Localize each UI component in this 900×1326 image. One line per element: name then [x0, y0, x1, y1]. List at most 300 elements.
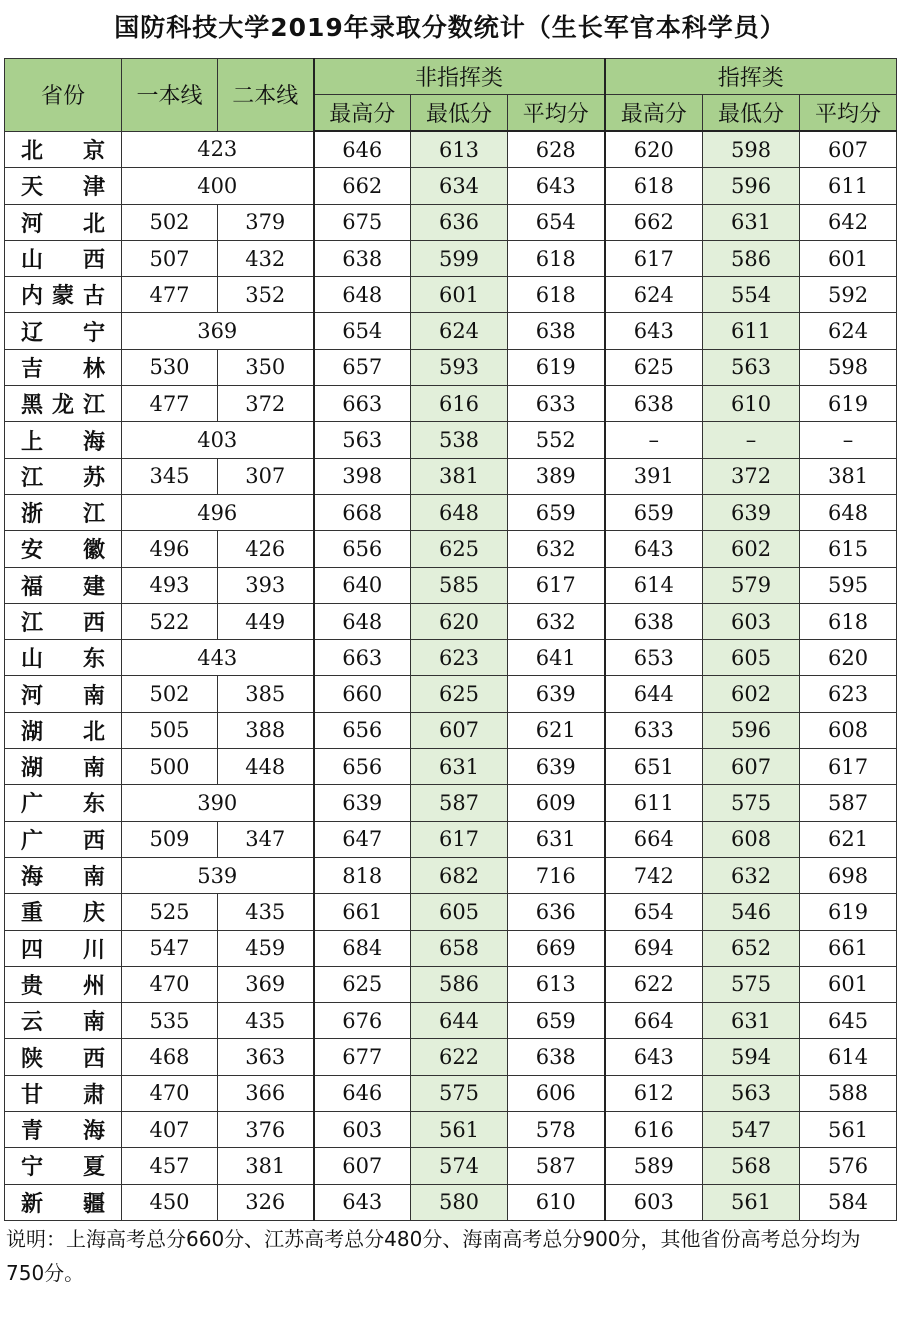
c-min-cell: 632 [703, 857, 800, 893]
line1-cell: 477 [122, 277, 218, 313]
province-cell: 山西 [5, 240, 122, 276]
line1-cell: 500 [122, 749, 218, 785]
nc-min-cell: 617 [411, 821, 508, 857]
c-avg-cell: 576 [800, 1148, 897, 1184]
nc-avg-cell: 618 [508, 240, 605, 276]
nc-min-cell: 605 [411, 894, 508, 930]
c-min-cell: 611 [703, 313, 800, 349]
c-avg-cell: 620 [800, 640, 897, 676]
line1-cell: 493 [122, 567, 218, 603]
nc-avg-cell: 621 [508, 712, 605, 748]
nc-min-cell: 625 [411, 676, 508, 712]
nc-min-cell: 682 [411, 857, 508, 893]
c-max-cell: 638 [605, 386, 703, 422]
province-cell: 黑龙江 [5, 386, 122, 422]
nc-min-cell: 585 [411, 567, 508, 603]
header-nc-min: 最低分 [411, 95, 508, 132]
line1-cell: 470 [122, 966, 218, 1002]
nc-avg-cell: 552 [508, 422, 605, 458]
table-row [5, 240, 897, 276]
nc-min-cell: 648 [411, 494, 508, 530]
table-row [5, 640, 897, 676]
c-max-cell: 612 [605, 1075, 703, 1111]
table-row [5, 349, 897, 385]
c-avg-cell: 624 [800, 313, 897, 349]
nc-min-cell: 601 [411, 277, 508, 313]
c-max-cell: 633 [605, 712, 703, 748]
nc-min-cell: 636 [411, 204, 508, 240]
c-min-cell: 631 [703, 204, 800, 240]
nc-max-cell: 662 [314, 168, 411, 204]
c-avg-cell: 584 [800, 1184, 897, 1220]
line2-cell: 426 [218, 531, 314, 567]
c-avg-cell: 614 [800, 1039, 897, 1075]
line2-cell: 388 [218, 712, 314, 748]
c-min-cell: 575 [703, 966, 800, 1002]
nc-avg-cell: 636 [508, 894, 605, 930]
table-row [5, 930, 897, 966]
table-row [5, 676, 897, 712]
header-province: 省份 [5, 59, 122, 132]
line2-cell: 376 [218, 1112, 314, 1148]
table-row [5, 1112, 897, 1148]
province-cell: 吉林 [5, 349, 122, 385]
table-row [5, 422, 897, 458]
line1-cell: 530 [122, 349, 218, 385]
nc-min-cell: 658 [411, 930, 508, 966]
nc-max-cell: 654 [314, 313, 411, 349]
table-row [5, 494, 897, 530]
line2-cell: 372 [218, 386, 314, 422]
nc-max-cell: 663 [314, 386, 411, 422]
c-avg-cell: 381 [800, 458, 897, 494]
line2-cell: 350 [218, 349, 314, 385]
c-max-cell: 643 [605, 313, 703, 349]
header-non-command: 非指挥类 [314, 59, 605, 95]
c-max-cell: 603 [605, 1184, 703, 1220]
nc-max-cell: 607 [314, 1148, 411, 1184]
nc-max-cell: 661 [314, 894, 411, 930]
nc-avg-cell: 654 [508, 204, 605, 240]
line1-cell: 505 [122, 712, 218, 748]
line2-cell: 393 [218, 567, 314, 603]
line1-cell: 535 [122, 1003, 218, 1039]
line1-cell: 457 [122, 1148, 218, 1184]
c-avg-cell: 618 [800, 603, 897, 639]
province-cell: 江西 [5, 603, 122, 639]
score-line-cell: 403 [122, 422, 314, 458]
c-min-cell: 594 [703, 1039, 800, 1075]
line2-cell: 363 [218, 1039, 314, 1075]
nc-min-cell: 623 [411, 640, 508, 676]
c-avg-cell: 598 [800, 349, 897, 385]
line2-cell: 366 [218, 1075, 314, 1111]
c-min-cell: 608 [703, 821, 800, 857]
nc-avg-cell: 659 [508, 494, 605, 530]
table-row [5, 458, 897, 494]
nc-max-cell: 648 [314, 277, 411, 313]
nc-avg-cell: 606 [508, 1075, 605, 1111]
line1-cell: 470 [122, 1075, 218, 1111]
nc-max-cell: 648 [314, 603, 411, 639]
c-min-cell: 603 [703, 603, 800, 639]
c-avg-cell: 698 [800, 857, 897, 893]
table-body [5, 131, 897, 1220]
c-max-cell: 644 [605, 676, 703, 712]
nc-min-cell: 607 [411, 712, 508, 748]
header-c-min: 最低分 [703, 95, 800, 132]
nc-max-cell: 663 [314, 640, 411, 676]
table-row [5, 1184, 897, 1220]
line1-cell: 407 [122, 1112, 218, 1148]
table-row [5, 1003, 897, 1039]
nc-min-cell: 634 [411, 168, 508, 204]
header-line2: 二本线 [218, 59, 314, 132]
c-min-cell: 563 [703, 1075, 800, 1111]
line2-cell: 369 [218, 966, 314, 1002]
province-cell: 浙江 [5, 494, 122, 530]
line1-cell: 450 [122, 1184, 218, 1220]
table-row [5, 894, 897, 930]
province-cell: 山东 [5, 640, 122, 676]
c-min-cell: 596 [703, 168, 800, 204]
score-line-cell: 539 [122, 857, 314, 893]
line2-cell: 435 [218, 1003, 314, 1039]
line1-cell: 496 [122, 531, 218, 567]
c-max-cell: 664 [605, 1003, 703, 1039]
nc-avg-cell: 619 [508, 349, 605, 385]
nc-max-cell: 676 [314, 1003, 411, 1039]
nc-max-cell: 638 [314, 240, 411, 276]
c-avg-cell: 619 [800, 894, 897, 930]
line1-cell: 468 [122, 1039, 218, 1075]
header-nc-max: 最高分 [314, 95, 411, 132]
c-min-cell: 547 [703, 1112, 800, 1148]
c-min-cell: 586 [703, 240, 800, 276]
nc-min-cell: 625 [411, 531, 508, 567]
c-min-cell: 610 [703, 386, 800, 422]
nc-avg-cell: 628 [508, 131, 605, 168]
nc-min-cell: 631 [411, 749, 508, 785]
line1-cell: 522 [122, 603, 218, 639]
c-avg-cell: 619 [800, 386, 897, 422]
line2-cell: 432 [218, 240, 314, 276]
table-row [5, 567, 897, 603]
c-min-cell: 602 [703, 676, 800, 712]
nc-max-cell: 647 [314, 821, 411, 857]
nc-avg-cell: 632 [508, 531, 605, 567]
score-line-cell: 369 [122, 313, 314, 349]
nc-min-cell: 586 [411, 966, 508, 1002]
header-nc-avg: 平均分 [508, 95, 605, 132]
province-cell: 陕西 [5, 1039, 122, 1075]
nc-max-cell: 603 [314, 1112, 411, 1148]
nc-min-cell: 616 [411, 386, 508, 422]
c-max-cell: 643 [605, 1039, 703, 1075]
score-line-cell: 496 [122, 494, 314, 530]
c-avg-cell: 617 [800, 749, 897, 785]
c-max-cell: 662 [605, 204, 703, 240]
c-max-cell: 618 [605, 168, 703, 204]
c-max-cell: 654 [605, 894, 703, 930]
c-min-cell: 568 [703, 1148, 800, 1184]
nc-avg-cell: 609 [508, 785, 605, 821]
header-c-avg: 平均分 [800, 95, 897, 132]
province-cell: 广东 [5, 785, 122, 821]
nc-avg-cell: 613 [508, 966, 605, 1002]
score-line-cell: 400 [122, 168, 314, 204]
table-row [5, 131, 897, 168]
line2-cell: 381 [218, 1148, 314, 1184]
province-cell: 广西 [5, 821, 122, 857]
line2-cell: 459 [218, 930, 314, 966]
c-max-cell: 625 [605, 349, 703, 385]
nc-avg-cell: 659 [508, 1003, 605, 1039]
nc-min-cell: 622 [411, 1039, 508, 1075]
province-cell: 河北 [5, 204, 122, 240]
province-cell: 重庆 [5, 894, 122, 930]
province-cell: 甘肃 [5, 1075, 122, 1111]
c-max-cell: 614 [605, 567, 703, 603]
province-cell: 湖北 [5, 712, 122, 748]
nc-max-cell: 656 [314, 749, 411, 785]
c-avg-cell: 648 [800, 494, 897, 530]
table-row [5, 1039, 897, 1075]
c-min-cell: 605 [703, 640, 800, 676]
page-title: 国防科技大学2019年录取分数统计（生长军官本科学员） [114, 13, 786, 42]
nc-avg-cell: 389 [508, 458, 605, 494]
c-max-cell: 659 [605, 494, 703, 530]
c-min-cell: 579 [703, 567, 800, 603]
province-cell: 福建 [5, 567, 122, 603]
c-max-cell: 742 [605, 857, 703, 893]
nc-avg-cell: 641 [508, 640, 605, 676]
nc-max-cell: 643 [314, 1184, 411, 1220]
c-avg-cell: 588 [800, 1075, 897, 1111]
c-max-cell: 611 [605, 785, 703, 821]
score-line-cell: 423 [122, 131, 314, 168]
nc-max-cell: 646 [314, 1075, 411, 1111]
header-line1: 一本线 [122, 59, 218, 132]
province-cell: 天津 [5, 168, 122, 204]
line1-cell: 507 [122, 240, 218, 276]
c-max-cell: 694 [605, 930, 703, 966]
c-avg-cell: 592 [800, 277, 897, 313]
c-min-cell: 554 [703, 277, 800, 313]
nc-avg-cell: 587 [508, 1148, 605, 1184]
province-cell: 安徽 [5, 531, 122, 567]
c-min-cell: 607 [703, 749, 800, 785]
nc-min-cell: 538 [411, 422, 508, 458]
table-row [5, 749, 897, 785]
c-max-cell: 643 [605, 531, 703, 567]
nc-min-cell: 574 [411, 1148, 508, 1184]
c-max-cell: 622 [605, 966, 703, 1002]
score-line-cell: 390 [122, 785, 314, 821]
table-row [5, 1148, 897, 1184]
nc-avg-cell: 643 [508, 168, 605, 204]
c-max-cell: 616 [605, 1112, 703, 1148]
header-c-max: 最高分 [605, 95, 703, 132]
nc-max-cell: 639 [314, 785, 411, 821]
c-max-cell: 651 [605, 749, 703, 785]
c-avg-cell: 615 [800, 531, 897, 567]
c-avg-cell: 623 [800, 676, 897, 712]
c-avg-cell: 642 [800, 204, 897, 240]
nc-avg-cell: 618 [508, 277, 605, 313]
c-avg-cell: 587 [800, 785, 897, 821]
c-max-cell: 653 [605, 640, 703, 676]
line2-cell: 379 [218, 204, 314, 240]
table-row [5, 204, 897, 240]
nc-min-cell: 624 [411, 313, 508, 349]
nc-avg-cell: 617 [508, 567, 605, 603]
nc-min-cell: 613 [411, 131, 508, 168]
c-avg-cell: 611 [800, 168, 897, 204]
table-row [5, 785, 897, 821]
nc-min-cell: 381 [411, 458, 508, 494]
table-row [5, 168, 897, 204]
c-avg-cell: 608 [800, 712, 897, 748]
c-min-cell: – [703, 422, 800, 458]
table-row [5, 277, 897, 313]
c-max-cell: 391 [605, 458, 703, 494]
province-cell: 湖南 [5, 749, 122, 785]
c-min-cell: 631 [703, 1003, 800, 1039]
c-min-cell: 546 [703, 894, 800, 930]
nc-min-cell: 599 [411, 240, 508, 276]
province-cell: 内蒙古 [5, 277, 122, 313]
nc-max-cell: 668 [314, 494, 411, 530]
c-min-cell: 602 [703, 531, 800, 567]
line2-cell: 435 [218, 894, 314, 930]
line1-cell: 477 [122, 386, 218, 422]
line1-cell: 345 [122, 458, 218, 494]
c-avg-cell: 621 [800, 821, 897, 857]
c-avg-cell: 607 [800, 131, 897, 168]
c-max-cell: – [605, 422, 703, 458]
province-cell: 贵州 [5, 966, 122, 1002]
province-cell: 四川 [5, 930, 122, 966]
nc-max-cell: 675 [314, 204, 411, 240]
province-cell: 上海 [5, 422, 122, 458]
c-max-cell: 624 [605, 277, 703, 313]
c-min-cell: 652 [703, 930, 800, 966]
table-row [5, 1075, 897, 1111]
c-max-cell: 617 [605, 240, 703, 276]
c-max-cell: 589 [605, 1148, 703, 1184]
table-row [5, 603, 897, 639]
c-avg-cell: 601 [800, 240, 897, 276]
table-row [5, 531, 897, 567]
nc-avg-cell: 669 [508, 930, 605, 966]
table-row [5, 821, 897, 857]
table-row [5, 712, 897, 748]
line2-cell: 385 [218, 676, 314, 712]
nc-max-cell: 398 [314, 458, 411, 494]
c-min-cell: 561 [703, 1184, 800, 1220]
nc-max-cell: 657 [314, 349, 411, 385]
table-row [5, 313, 897, 349]
c-min-cell: 596 [703, 712, 800, 748]
province-cell: 宁夏 [5, 1148, 122, 1184]
nc-avg-cell: 639 [508, 749, 605, 785]
nc-max-cell: 625 [314, 966, 411, 1002]
line1-cell: 509 [122, 821, 218, 857]
c-min-cell: 372 [703, 458, 800, 494]
nc-min-cell: 587 [411, 785, 508, 821]
nc-min-cell: 580 [411, 1184, 508, 1220]
line2-cell: 352 [218, 277, 314, 313]
province-cell: 河南 [5, 676, 122, 712]
c-max-cell: 638 [605, 603, 703, 639]
province-cell: 海南 [5, 857, 122, 893]
header-command: 指挥类 [605, 59, 897, 95]
line2-cell: 347 [218, 821, 314, 857]
admission-score-table [4, 58, 897, 1221]
c-avg-cell: – [800, 422, 897, 458]
line1-cell: 525 [122, 894, 218, 930]
nc-max-cell: 563 [314, 422, 411, 458]
nc-max-cell: 656 [314, 531, 411, 567]
line2-cell: 448 [218, 749, 314, 785]
province-cell: 江苏 [5, 458, 122, 494]
nc-max-cell: 656 [314, 712, 411, 748]
nc-avg-cell: 610 [508, 1184, 605, 1220]
province-cell: 新疆 [5, 1184, 122, 1220]
nc-min-cell: 620 [411, 603, 508, 639]
line1-cell: 502 [122, 676, 218, 712]
nc-max-cell: 684 [314, 930, 411, 966]
score-line-cell: 443 [122, 640, 314, 676]
province-cell: 青海 [5, 1112, 122, 1148]
c-min-cell: 575 [703, 785, 800, 821]
nc-avg-cell: 632 [508, 603, 605, 639]
c-avg-cell: 661 [800, 930, 897, 966]
nc-min-cell: 644 [411, 1003, 508, 1039]
line1-cell: 547 [122, 930, 218, 966]
nc-max-cell: 646 [314, 131, 411, 168]
nc-min-cell: 593 [411, 349, 508, 385]
nc-avg-cell: 638 [508, 313, 605, 349]
table-row [5, 966, 897, 1002]
c-max-cell: 620 [605, 131, 703, 168]
nc-max-cell: 818 [314, 857, 411, 893]
nc-avg-cell: 631 [508, 821, 605, 857]
c-avg-cell: 561 [800, 1112, 897, 1148]
line2-cell: 449 [218, 603, 314, 639]
province-cell: 北京 [5, 131, 122, 168]
nc-min-cell: 561 [411, 1112, 508, 1148]
nc-max-cell: 677 [314, 1039, 411, 1075]
c-min-cell: 639 [703, 494, 800, 530]
footnote: 说明：上海高考总分660分、江苏高考总分480分、海南高考总分900分，其他省份高考总分均为750分。 [6, 1227, 861, 1285]
nc-avg-cell: 716 [508, 857, 605, 893]
table-row [5, 386, 897, 422]
province-cell: 辽宁 [5, 313, 122, 349]
nc-avg-cell: 639 [508, 676, 605, 712]
nc-avg-cell: 638 [508, 1039, 605, 1075]
c-min-cell: 598 [703, 131, 800, 168]
line2-cell: 307 [218, 458, 314, 494]
nc-max-cell: 640 [314, 567, 411, 603]
nc-avg-cell: 578 [508, 1112, 605, 1148]
line1-cell: 502 [122, 204, 218, 240]
c-avg-cell: 645 [800, 1003, 897, 1039]
c-avg-cell: 595 [800, 567, 897, 603]
province-cell: 云南 [5, 1003, 122, 1039]
nc-max-cell: 660 [314, 676, 411, 712]
